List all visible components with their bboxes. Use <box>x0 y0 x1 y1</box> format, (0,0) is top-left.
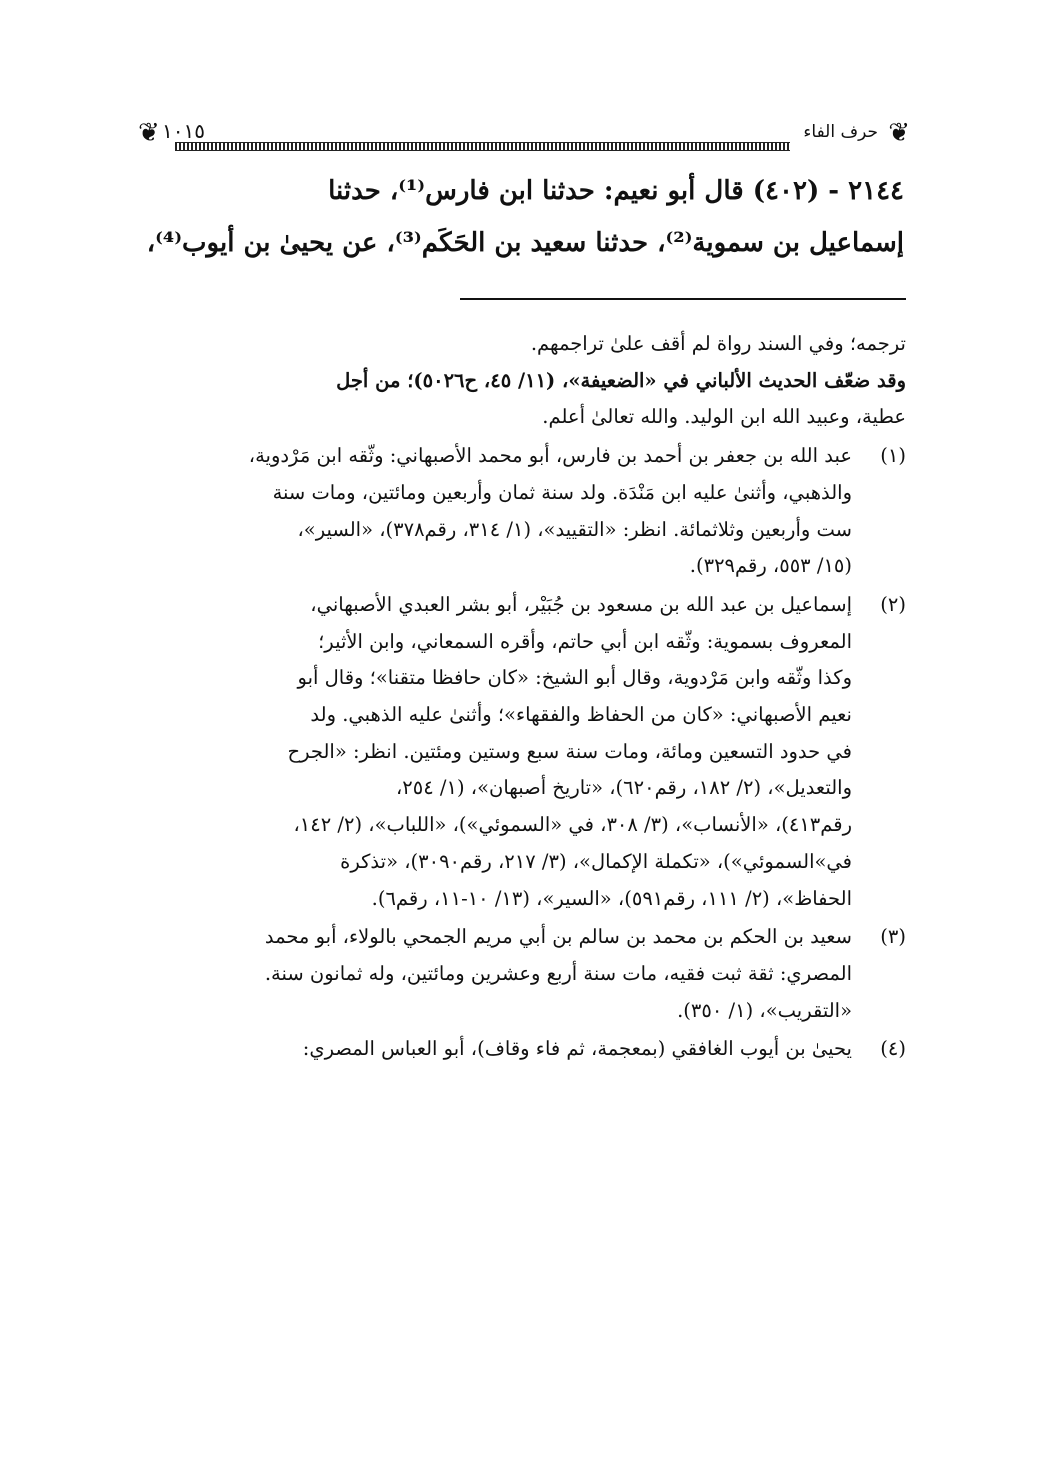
footnote-line: نعيم الأصبهاني: «كان من الحفاظ والفقهاء»؛ وأثنىٰ عليه الذهبي. ولد <box>310 703 852 727</box>
footnote-line: يحيىٰ بن أيوب الغافقي (بمعجمة، ثم فاء وقاف)، أبو العباس المصري: <box>302 1037 852 1061</box>
footnote-item-4 <box>132 1031 906 1068</box>
footnote-continuation <box>132 326 906 436</box>
footnotes <box>132 326 906 1068</box>
ornament-left-icon: ❦ <box>138 118 160 148</box>
ornament-right-icon: ❦ <box>888 118 910 148</box>
footnote-line: عطية، وعبيد الله ابن الوليد. والله تعالىٰ أعلم. <box>542 405 906 429</box>
footnote-number: (٣) <box>880 925 906 949</box>
footnote-line: المعروف بسموية: وثّقه ابن أبي حاتم، وأقره السمعاني، وابن الأثير؛ <box>318 629 852 653</box>
footnote-line: رقم٤١٣)، «الأنساب»، (٣/ ٣٠٨، في «السموئي»)، «اللباب»، (٢/ ١٤٢، <box>293 813 852 837</box>
footnote-line: في»السموئي»)، «تكملة الإكمال»، (٣/ ٢١٧، رقم٣٠٩٠)، «تذكرة <box>340 849 852 873</box>
footnote-line: (١٥/ ٥٥٣، رقم٣٢٩). <box>689 554 852 578</box>
header-rule <box>175 142 790 151</box>
footnote-line: إسماعيل بن عبد الله بن مسعود بن جُبَيْر، أبو بشر العبدي الأصبهاني، <box>310 592 852 616</box>
running-title: حرف الفاء <box>803 122 878 142</box>
footnote-number: (٢) <box>880 592 906 616</box>
footnote-body <box>132 1031 852 1068</box>
main-line: إسماعيل بن سموية⁽²⁾، حدثنا سعيد بن الحَكَم⁽³⁾، عن يحيىٰ بن أيوب⁽⁴⁾، <box>146 228 904 258</box>
footnote-number: (٤) <box>880 1037 906 1061</box>
footnote-line: ست وأربعين وثلاثمائة. انظر: «التقييد»، (١/ ٣١٤، رقم٣٧٨)، «السير»، <box>297 517 852 541</box>
footnote-item-3 <box>132 919 906 1029</box>
page-header <box>120 104 910 154</box>
page-number: ١٠١٥ <box>162 119 205 143</box>
footnote-body <box>132 438 852 585</box>
footnote-line: عبد الله بن جعفر بن أحمد بن فارس، أبو محمد الأصبهاني: وثّقه ابن مَرْدوية، <box>248 444 852 468</box>
footnote-line: «التقريب»، (١/ ٣٥٠). <box>677 998 852 1022</box>
footnote-line: سعيد بن الحكم بن محمد بن سالم بن أبي مريم الجمحي بالولاء، أبو محمد <box>264 925 852 949</box>
footnote-body <box>132 919 852 1029</box>
footnote-line: والذهبي، وأثنىٰ عليه ابن مَنْدَة. ولد سنة ثمان وأربعين ومائتين، ومات سنة <box>272 480 852 504</box>
main-line: ٢١٤٤ - (٤٠٢) قال أبو نعيم: حدثنا ابن فارس⁽¹⁾، حدثنا <box>328 176 904 206</box>
footnote-item-2 <box>132 587 906 917</box>
footnote-line: ترجمه؛ وفي السند رواة لم أقف علىٰ تراجمهم. <box>530 332 906 355</box>
footnote-item-1 <box>132 438 906 585</box>
footnote-line: والتعديل»، (٢/ ١٨٢، رقم٦٢٠)، «تاريخ أصبهان»، (١/ ٢٥٤، <box>395 776 852 800</box>
footnote-number: (١) <box>880 444 906 468</box>
footnote-line: المصري: ثقة ثبت فقيه، مات سنة أربع وعشرين ومائتين، وله ثمانون سنة. <box>264 961 852 985</box>
footnote-line: في حدود التسعين ومائة، ومات سنة سبع وستين ومئتين. انظر: «الجرح <box>287 739 852 763</box>
footnote-line: وقد ضعّف الحديث الألباني في «الضعيفة»، (١١/ ٤٥، ح٥٠٢٦)؛ من أجل <box>336 368 906 392</box>
footnote-body <box>132 587 852 917</box>
footnote-line: وكذا وثّقه وابن مَرْدوية، وقال أبو الشيخ: «كان حافظا متقنا»؛ وقال أبو <box>297 666 852 690</box>
main-text <box>132 168 904 272</box>
footnote-line: الحفاظ»، (٢/ ١١١، رقم٥٩١)، «السير»، (١٣/ ١٠-١١، رقم٦). <box>371 886 852 910</box>
footnote-separator <box>460 298 906 300</box>
